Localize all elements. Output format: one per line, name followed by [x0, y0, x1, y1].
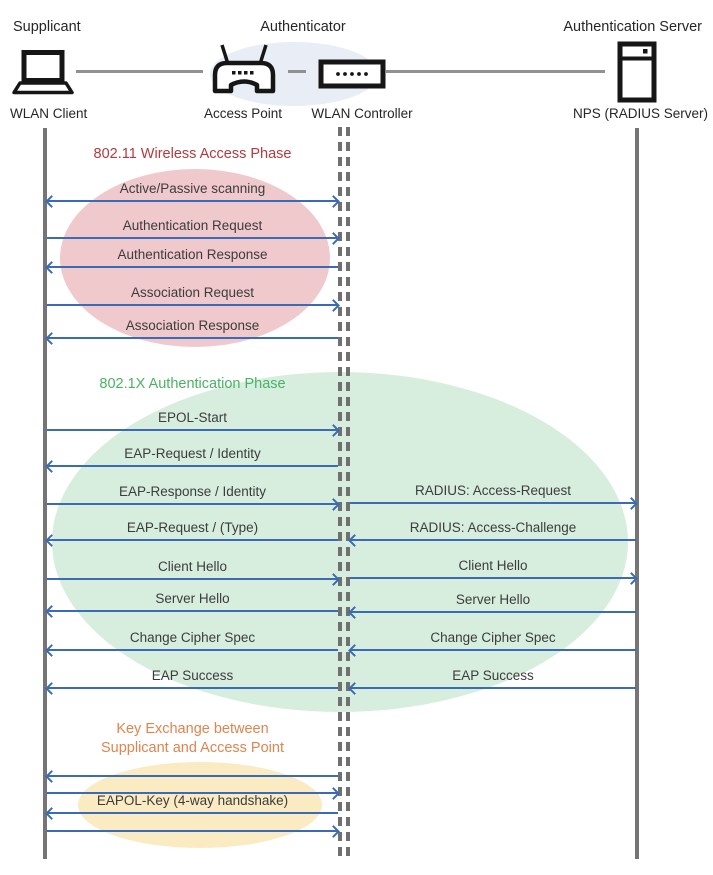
message-change-cipher-spec-right [350, 628, 636, 651]
message-label: Association Response [125, 318, 260, 333]
message-label: RADIUS: Access-Challenge [409, 520, 577, 535]
wlan-controller-icon [318, 59, 386, 89]
server-role-label: Authentication Server [563, 19, 702, 35]
phase3-title-line2: Supplicant and Access Point [101, 740, 284, 756]
connector-controller-server [386, 70, 605, 73]
arrow-line [47, 503, 338, 505]
message-eap-response-identity [47, 482, 338, 505]
phase1-title: 802.11 Wireless Access Phase [93, 146, 292, 162]
ap-device-label: Access Point [203, 106, 283, 121]
phase2-title: 802.1X Authentication Phase [99, 376, 286, 392]
message-label: EPOL-Start [157, 410, 228, 425]
message-label: EAPOL-Key (4-way handshake) [96, 793, 289, 808]
message-radius-access-request [350, 481, 636, 504]
arrow-line [350, 502, 636, 504]
arrow-line [47, 830, 338, 832]
message-eapol-key-arrow-4 [47, 809, 338, 832]
laptop-icon [12, 50, 74, 96]
message-label: Change Cipher Spec [430, 630, 556, 645]
message-label: EAP Success [452, 668, 534, 683]
arrow-line [350, 611, 636, 613]
server-device-label: NPS (RADIUS Server) [572, 106, 708, 121]
message-label: RADIUS: Access-Request [414, 483, 572, 498]
message-eap-request-identity [47, 444, 338, 467]
arrow-line [47, 649, 338, 651]
message-eap-request-type [47, 518, 338, 541]
arrow-line [47, 237, 338, 239]
access-point-icon [210, 42, 278, 94]
arrow-line [350, 649, 636, 651]
message-radius-access-challenge [350, 518, 636, 541]
arrow-line [47, 578, 338, 580]
arrow-line [350, 687, 636, 689]
message-association-response [47, 316, 338, 339]
server-icon [617, 41, 657, 103]
arrow-line [47, 266, 338, 268]
message-eap-success-right [350, 666, 636, 689]
message-eap-success-left [47, 666, 338, 689]
arrow-line [47, 429, 338, 431]
controller-device-label: WLAN Controller [311, 106, 413, 121]
authenticator-role-label: Authenticator [260, 19, 346, 35]
connector-client-ap [76, 70, 203, 73]
message-authentication-response [47, 245, 338, 268]
message-label: Change Cipher Spec [129, 630, 256, 645]
supplicant-device-label: WLAN Client [10, 106, 88, 121]
message-active-passive-scanning [47, 179, 338, 202]
arrow-line [47, 610, 338, 612]
message-authentication-request [47, 216, 338, 239]
message-client-hello-left [47, 557, 338, 580]
arrow-line [350, 577, 636, 579]
message-label [47, 809, 338, 828]
message-association-request [47, 283, 338, 306]
supplicant-role-label: Supplicant [13, 19, 81, 35]
arrow-line [350, 539, 636, 541]
message-label: EAP Success [151, 668, 234, 683]
message-label: Server Hello [155, 591, 230, 606]
message-label: Authentication Request [122, 218, 263, 233]
message-label: EAP-Request / Identity [124, 446, 261, 461]
message-label: EAP-Request / (Type) [126, 520, 259, 535]
message-label: Association Request [130, 285, 255, 300]
message-label: Client Hello [157, 559, 228, 574]
message-label: Authentication Response [117, 247, 268, 262]
message-label: EAP-Response / Identity [118, 484, 267, 499]
arrow-line [47, 337, 338, 339]
arrow-line [47, 687, 338, 689]
message-change-cipher-spec-left [47, 628, 338, 651]
arrow-line [47, 465, 338, 467]
message-label: Client Hello [458, 558, 528, 573]
arrow-line [47, 200, 338, 202]
message-epol-start [47, 408, 338, 431]
connector-ap-controller [288, 70, 306, 73]
message-label: Active/Passive scanning [119, 181, 266, 196]
phase3-title-line1: Key Exchange between [116, 721, 269, 737]
message-client-hello-right [350, 556, 636, 579]
message-server-hello-right [350, 590, 636, 613]
arrow-line [47, 539, 338, 541]
arrow-line [47, 304, 338, 306]
message-label [47, 771, 338, 790]
message-label: Server Hello [455, 592, 531, 607]
message-server-hello-left [47, 589, 338, 612]
